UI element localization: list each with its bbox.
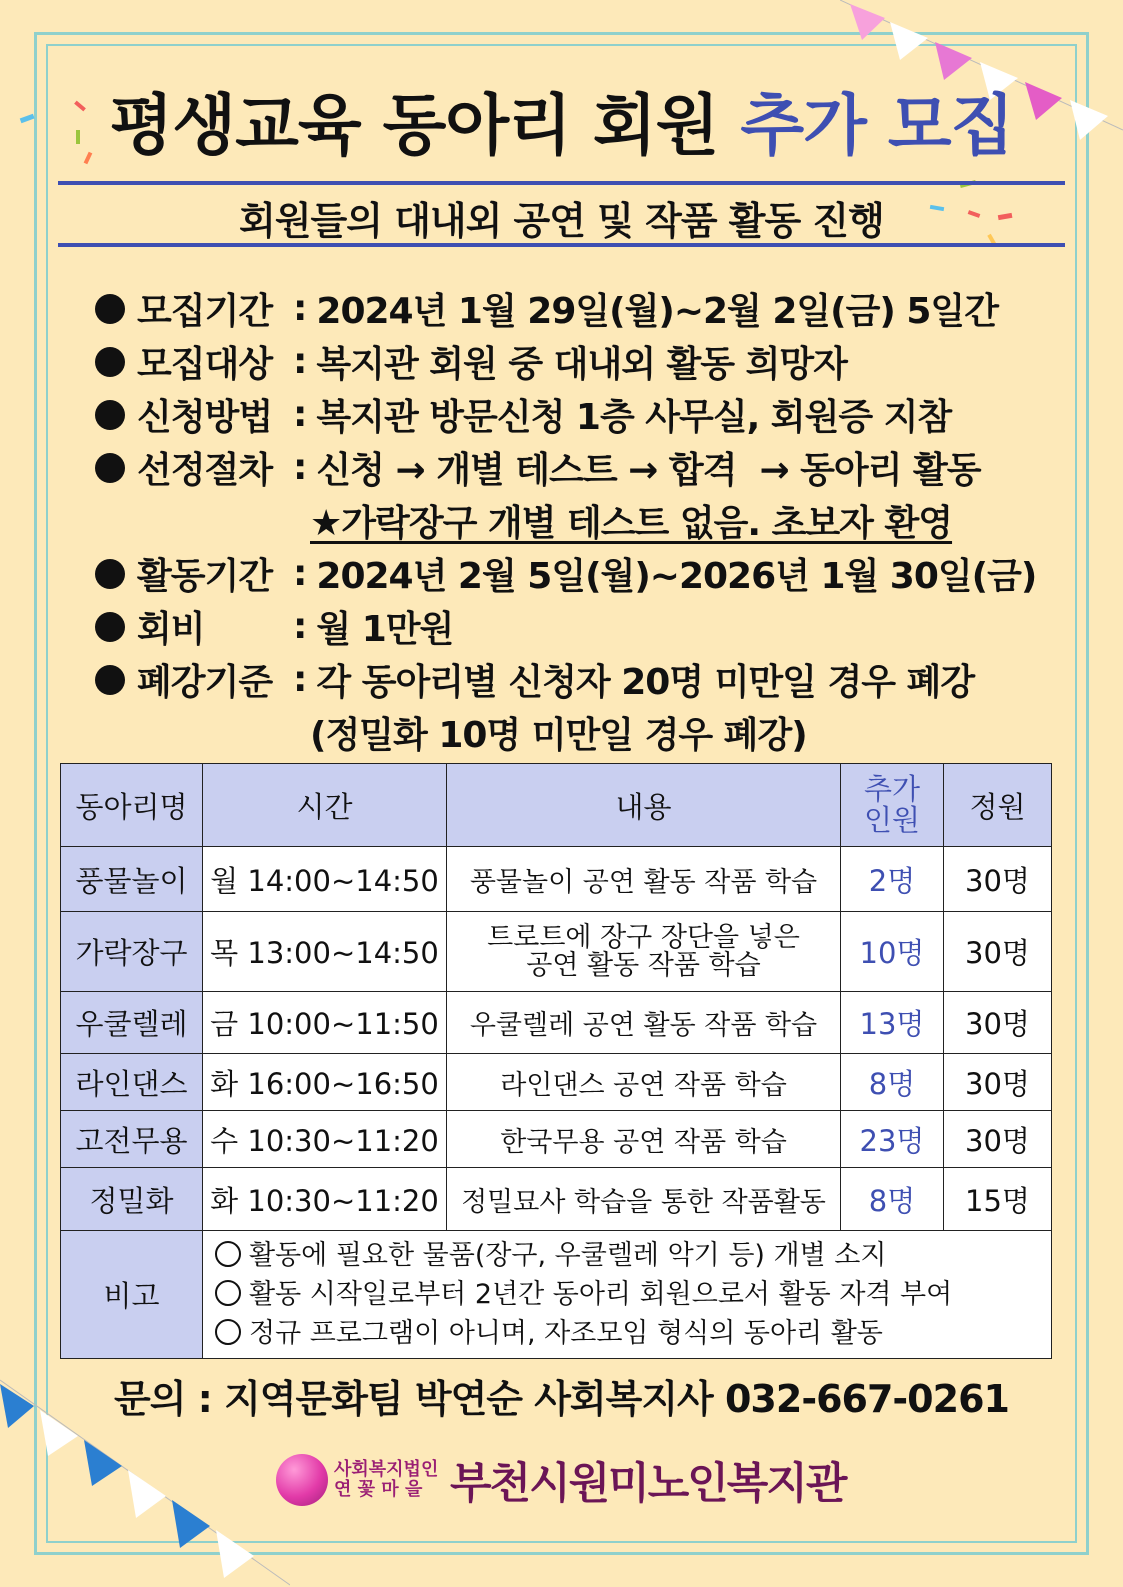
club-capacity: 30명: [944, 1054, 1052, 1111]
info-label: 선정절차: [137, 450, 273, 491]
organization-logo: [276, 1450, 845, 1510]
bullet-icon: [95, 665, 125, 695]
club-capacity: 30명: [944, 912, 1052, 992]
table-row: [61, 992, 1052, 1054]
logo-small-bottom: 연 꽃 마 을: [334, 1479, 423, 1500]
info-row-target: [95, 335, 1095, 388]
info-row-procedure-note: [95, 494, 1095, 547]
club-content: 정밀묘사 학습을 통한 작품활동: [447, 1168, 841, 1231]
club-time: 화 16:00~16:50: [203, 1054, 447, 1111]
club-content: 라인댄스 공연 작품 학습: [447, 1054, 841, 1111]
note-item: [203, 1236, 1051, 1275]
club-extra: 23명: [841, 1111, 944, 1168]
logo-small-top: 사회복지법인: [334, 1459, 439, 1480]
table-row: [61, 912, 1052, 992]
info-value: 2024년 1월 29일(월)~2월 2일(금) 5일간: [316, 291, 998, 332]
info-colon: :: [293, 606, 307, 647]
circle-icon: [215, 1319, 241, 1345]
header-capacity: 정원: [944, 764, 1052, 847]
circle-icon: [215, 1280, 241, 1306]
note-label: 비고: [61, 1231, 203, 1359]
lotus-logo-icon: [276, 1454, 328, 1506]
club-content: 트로트에 장구 장단을 넣은 공연 활동 작품 학습: [447, 912, 841, 992]
title-rule-bottom: [58, 243, 1065, 247]
note-item: [203, 1314, 1051, 1353]
club-name: 정밀화: [61, 1168, 203, 1231]
info-note: ★가락장구 개별 테스트 없음. 초보자 환영: [310, 503, 953, 544]
info-label: 회비: [137, 609, 205, 650]
info-row-method: [95, 388, 1095, 441]
bullet-icon: [95, 347, 125, 377]
club-content: 한국무용 공연 작품 학습: [447, 1111, 841, 1168]
note-cell: [203, 1231, 1052, 1359]
bullet-icon: [95, 400, 125, 430]
club-content: 우쿨렐레 공연 활동 작품 학습: [447, 992, 841, 1054]
note-text: 활동에 필요한 물품(장구, 우쿨렐레 악기 등) 개별 소지: [249, 1240, 887, 1271]
info-list: [95, 282, 1095, 759]
club-name: 우쿨렐레: [61, 992, 203, 1054]
table-row: [61, 1054, 1052, 1111]
table-row: [61, 1111, 1052, 1168]
note-text: 정규 프로그램이 아니며, 자조모임 형식의 동아리 활동: [249, 1318, 883, 1349]
club-capacity: 30명: [944, 992, 1052, 1054]
info-row-cancel: [95, 653, 1095, 706]
info-value: 월 1만원: [316, 609, 454, 650]
club-name: 고전무용: [61, 1111, 203, 1168]
info-value: 복지관 방문신청 1층 사무실, 회원증 지참: [316, 397, 952, 438]
contact-info: 문의 : 지역문화팀 박연순 사회복지사 032-667-0261: [114, 1377, 1009, 1421]
info-colon: :: [293, 288, 307, 329]
table-header-row: [61, 764, 1052, 847]
info-label: 신청방법: [137, 397, 273, 438]
info-row-fee: [95, 600, 1095, 653]
club-extra: 13명: [841, 992, 944, 1054]
club-capacity: 30명: [944, 1111, 1052, 1168]
logo-subtitle: [334, 1460, 446, 1500]
info-row-procedure: [95, 441, 1095, 494]
bullet-icon: [95, 453, 125, 483]
title-main: 평생교육 동아리 회원: [109, 87, 719, 164]
club-capacity: 30명: [944, 847, 1052, 912]
info-value: 2024년 2월 5일(월)~2026년 1월 30일(금): [316, 556, 1037, 597]
title-accent: 추가 모집: [740, 87, 1014, 164]
club-capacity: 15명: [944, 1168, 1052, 1231]
page-title: [0, 72, 1123, 167]
bullet-icon: [95, 294, 125, 324]
club-extra: 2명: [841, 847, 944, 912]
bullet-icon: [95, 559, 125, 589]
info-label: 폐강기준: [137, 662, 273, 703]
header-club-name: 동아리명: [61, 764, 203, 847]
club-table: [60, 763, 1052, 1359]
table-note-row: [61, 1231, 1052, 1359]
info-value: 복지관 회원 중 대내외 활동 희망자: [316, 344, 847, 385]
header-time: 시간: [203, 764, 447, 847]
club-extra: 8명: [841, 1054, 944, 1111]
info-row-period: [95, 282, 1095, 335]
club-name: 라인댄스: [61, 1054, 203, 1111]
note-text: 활동 시작일로부터 2년간 동아리 회원으로서 활동 자격 부여: [249, 1279, 953, 1310]
info-row-cancel-note: [95, 706, 1095, 759]
club-time: 화 10:30~11:20: [203, 1168, 447, 1231]
info-colon: :: [293, 553, 307, 594]
info-colon: :: [293, 394, 307, 435]
club-time: 목 13:00~14:50: [203, 912, 447, 992]
club-name: 가락장구: [61, 912, 203, 992]
club-time: 수 10:30~11:20: [203, 1111, 447, 1168]
title-rule-top: [58, 181, 1065, 185]
header-extra: 추가 인원: [841, 764, 944, 847]
info-value: 각 동아리별 신청자 20명 미만일 경우 폐강: [316, 662, 975, 703]
info-label: 모집대상: [137, 344, 273, 385]
info-colon: :: [293, 341, 307, 382]
table-row: [61, 847, 1052, 912]
club-extra: 8명: [841, 1168, 944, 1231]
info-label: 모집기간: [137, 291, 273, 332]
header-content: 내용: [447, 764, 841, 847]
info-value: 신청 → 개별 테스트 → 합격 → 동아리 활동: [316, 450, 981, 491]
info-colon: :: [293, 659, 307, 700]
club-extra: 10명: [841, 912, 944, 992]
club-time: 금 10:00~11:50: [203, 992, 447, 1054]
subtitle: 회원들의 대내외 공연 및 작품 활동 진행: [239, 199, 884, 243]
logo-name: 부천시원미노인복지관: [450, 1458, 846, 1509]
info-row-activity-period: [95, 547, 1095, 600]
bullet-icon: [95, 612, 125, 642]
note-item: [203, 1275, 1051, 1314]
circle-icon: [215, 1241, 241, 1267]
club-name: 풍물놀이: [61, 847, 203, 912]
info-label: 활동기간: [137, 556, 273, 597]
club-content: 풍물놀이 공연 활동 작품 학습: [447, 847, 841, 912]
club-time: 월 14:00~14:50: [203, 847, 447, 912]
info-colon: :: [293, 447, 307, 488]
table-row: [61, 1168, 1052, 1231]
info-note: (정밀화 10명 미만일 경우 폐강): [310, 715, 807, 756]
